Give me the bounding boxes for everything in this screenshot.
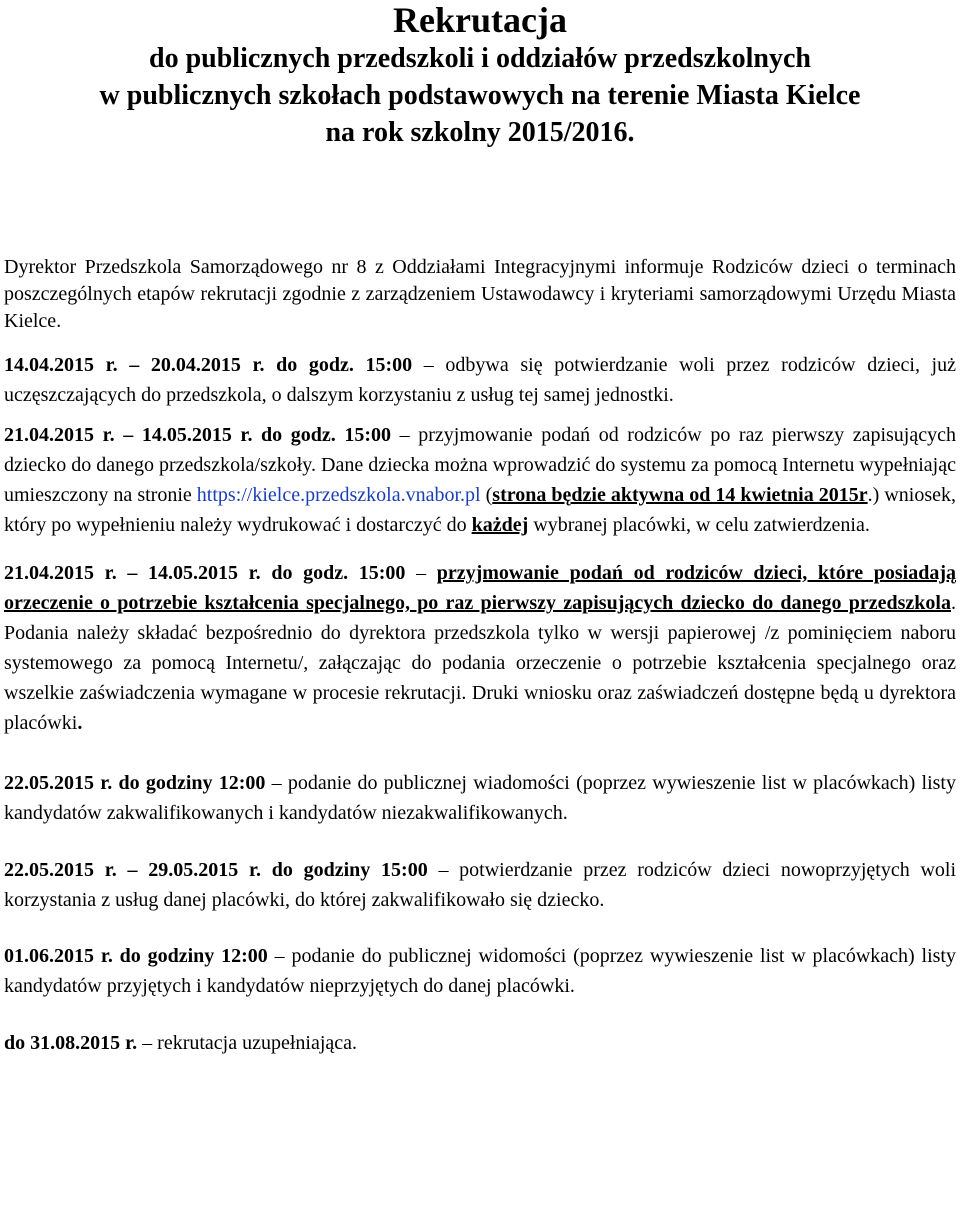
stage-5-paragraph: [4, 855, 956, 915]
stage-3-date: 21.04.2015 r. – 14.05.2015 r. do godz. 15:00: [4, 562, 406, 584]
stage-3-paragraph: [4, 558, 956, 738]
page-title: Rekrutacja: [393, 0, 567, 40]
stage-6-text: – podanie do publicznej widomości (poprzez wywieszenie list w placówkach) listy kandydatów przyjętych i kandydatów nieprzyjętych do danej placówki.: [4, 945, 956, 997]
stage-2-text-c: .) wniosek, który po wypełnieniu należy wydrukować i dostarczyć do: [4, 484, 956, 536]
stage-4-paragraph: [4, 768, 956, 828]
stage-7-paragraph: [4, 1028, 956, 1058]
special-needs-notice: przyjmowanie podań od rodziców dzieci, które posiadają orzeczenie o potrzebie kształcenia specjalnego, po raz pierwszy zapisujących dziecko do danego przedszkola: [4, 562, 957, 614]
site-active-notice: strona będzie aktywna od 14 kwietnia 2015r: [492, 484, 868, 506]
stage-4-date: 22.05.2015 r. do godziny 12:00: [4, 772, 266, 794]
stage-2-paragraph: [4, 420, 956, 540]
stage-5-text: – potwierdzanie przez rodziców dzieci nowoprzyjętych woli korzystania z usług danej placówki, do której zakwalifikowało się dziecko.: [4, 859, 956, 911]
stage-3-end: .: [77, 712, 83, 734]
registration-link[interactable]: https://kielce.przedszkola.vnabor.pl: [196, 484, 481, 506]
stage-2-text-a: – przyjmowanie podań od rodziców po raz pierwszy zapisujących dziecko do danego przedszkola/szkoły. Dane dziecka można wprowadzić do systemu za pomocą Internetu wypełniając umieszczony na stronie: [4, 424, 956, 506]
stage-4-text: – podanie do publicznej wiadomości (poprzez wywieszenie list w placówkach) listy kandydatów zakwalifikowanych i kandydatów niezakwalifikowanych.: [4, 772, 956, 824]
stage-3-separator: –: [405, 562, 437, 584]
stage-1-paragraph: [4, 350, 956, 410]
stage-1-text: – odbywa się potwierdzanie woli przez rodziców dzieci, już uczęszczających do przedszkola, o dalszym korzystaniu z usług tej samej jednostki.: [4, 354, 956, 406]
each-facility-emphasis: każdej: [471, 514, 529, 536]
stage-1-date: 14.04.2015 r. – 20.04.2015 r. do godz. 15:00: [4, 354, 413, 376]
stage-3-text: . Podania należy składać bezpośrednio do dyrektora przedszkola tylko w wersji papierowej /z pominięciem naboru systemowego za pomocą Internetu/, załączając do podania orzeczenie o potrzebie kształcenia specjalnego oraz wszelkie zaświadczenia wymagane w procesie rekrutacji. Druki wniosku oraz zaświadczeń dostępne będą u dyrektora placówki: [4, 592, 956, 734]
header: [4, 0, 956, 151]
subtitle-line-3: na rok szkolny 2015/2016.: [325, 117, 635, 148]
subtitle-line-2: w publicznych szkołach podstawowych na terenie Miasta Kielce: [99, 80, 861, 111]
stage-2-text-b: (: [480, 484, 493, 506]
stage-7-date: do 31.08.2015 r.: [4, 1032, 138, 1054]
stage-2-date: 21.04.2015 r. – 14.05.2015 r. do godz. 15:00: [4, 424, 392, 446]
stage-7-text: – rekrutacja uzupełniająca.: [137, 1032, 358, 1054]
stage-6-paragraph: [4, 941, 956, 1001]
stage-5-date: 22.05.2015 r. – 29.05.2015 r. do godziny 15:00: [4, 859, 428, 881]
stage-2-text-d: wybranej placówki, w celu zatwierdzenia.: [528, 514, 870, 536]
intro-paragraph: Dyrektor Przedszkola Samorządowego nr 8 z Oddziałami Integracyjnymi informuje Rodziców dzieci o terminach poszczególnych etapów rekrutacji zgodnie z zarządzeniem Ustawodawcy i kryteriami samorządowymi Urzędu Miasta Kielce.: [4, 256, 956, 332]
stage-6-date: 01.06.2015 r. do godziny 12:00: [4, 945, 268, 967]
subtitle-line-1: do publicznych przedszkoli i oddziałów przedszkolnych: [149, 43, 811, 74]
